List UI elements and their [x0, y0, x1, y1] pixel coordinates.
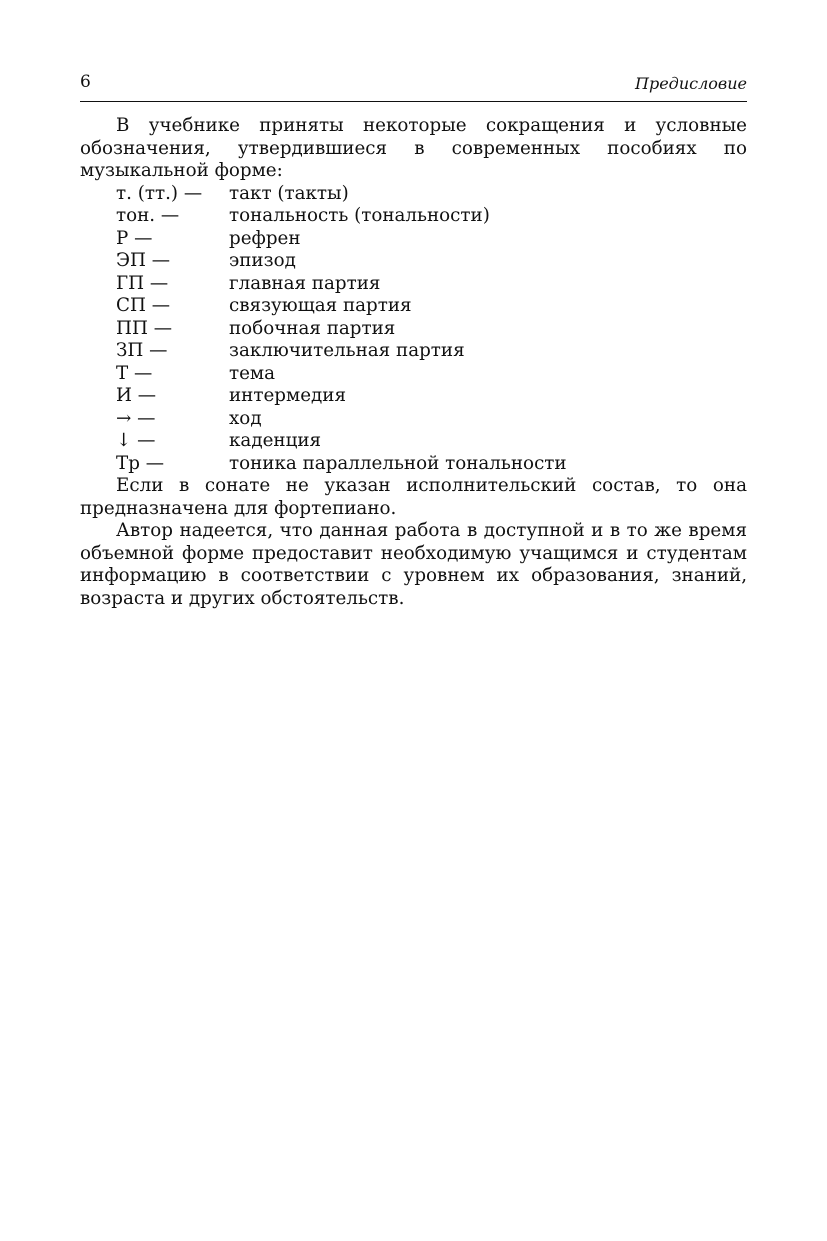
page-number: 6	[80, 72, 91, 92]
abbreviation-row	[80, 183, 747, 206]
abbreviation-row	[80, 430, 747, 453]
abbreviation-term: ↓ —	[116, 430, 156, 451]
abbreviation-definition: побочная партия	[229, 317, 396, 339]
abbreviation-definition: заключительная партия	[229, 340, 465, 361]
abbreviation-term: И —	[116, 385, 157, 406]
abbreviation-definition: тональность (тональности)	[229, 205, 490, 226]
author-note-paragraph: Автор надеется, что данная работа в доступной и в то же время объемной форме предоставит необходимую учащимся и студентам информацию в соответствии с уровнем их образования, знаний, возраста и других обстоятельств.	[80, 520, 747, 609]
abbreviation-row	[80, 385, 747, 408]
abbreviation-definition: связующая партия	[229, 295, 412, 316]
sonata-note-paragraph: Если в сонате не указан исполнительский состав, то она предназначена для фортепиано.	[80, 475, 747, 519]
abbreviation-term: тон. —	[116, 205, 180, 226]
abbreviation-list	[80, 183, 747, 476]
body-text	[80, 115, 747, 610]
abbreviation-row	[80, 228, 747, 251]
abbreviation-definition: рефрен	[229, 227, 301, 249]
abbreviation-term: Р —	[116, 227, 153, 249]
abbreviation-row	[80, 340, 747, 363]
abbreviation-definition: тоника параллельной тональности	[229, 452, 567, 474]
abbreviation-term: ЭП —	[116, 250, 171, 271]
running-head	[80, 71, 747, 102]
abbreviation-term: Т —	[116, 362, 153, 384]
abbreviation-definition: интермедия	[229, 385, 347, 406]
abbreviation-term: Тр —	[116, 452, 164, 474]
abbreviation-definition: эпизод	[229, 250, 296, 271]
abbreviation-term: ЗП —	[116, 340, 168, 361]
abbreviation-definition: каденция	[229, 430, 322, 451]
abbreviation-term: т. (тт.) —	[116, 182, 203, 204]
abbreviation-definition: главная партия	[229, 272, 381, 294]
intro-paragraph: В учебнике приняты некоторые сокращения и условные обозначения, утвердившиеся в современных пособиях по музыкальной форме:	[80, 115, 747, 181]
abbreviation-definition: такт (такты)	[229, 182, 349, 204]
abbreviation-row	[80, 273, 747, 296]
abbreviation-term: СП —	[116, 295, 171, 316]
abbreviation-term: ПП —	[116, 317, 172, 339]
abbreviation-row	[80, 318, 747, 341]
abbreviation-term: ГП —	[116, 272, 169, 294]
section-title: Предисловие	[635, 74, 747, 93]
abbreviation-definition: ход	[229, 407, 262, 429]
abbreviation-term: → —	[116, 407, 156, 429]
abbreviation-row	[80, 453, 747, 476]
abbreviation-row	[80, 205, 747, 228]
abbreviation-row	[80, 408, 747, 431]
abbreviation-row	[80, 363, 747, 386]
abbreviation-row	[80, 250, 747, 273]
abbreviation-definition: тема	[229, 362, 276, 384]
abbreviation-row	[80, 295, 747, 318]
